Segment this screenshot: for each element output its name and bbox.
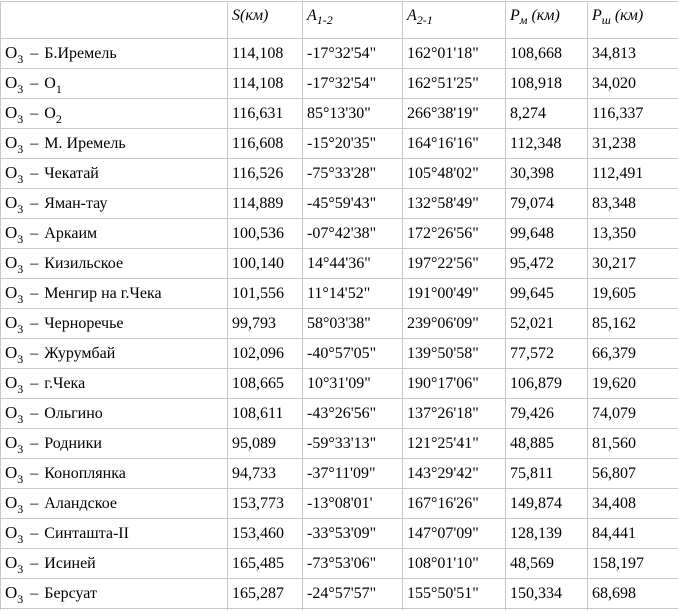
header-sub: ш (601, 13, 611, 27)
row-pair-name (1, 339, 228, 369)
table-body (1, 39, 678, 610)
cell-p-m: 95,472 (506, 249, 588, 279)
source-subscript: 3 (17, 172, 24, 186)
cell-p-m: 112,348 (506, 129, 588, 159)
cell-p-m: 48,569 (506, 549, 588, 579)
target-name: Чекатай (44, 165, 99, 182)
cell-distance: 114,108 (228, 69, 303, 99)
row-pair-name (1, 549, 228, 579)
cell-azimuth-1-2: -43°26'56" (303, 399, 403, 429)
target-name: Менгир на г.Чека (44, 285, 162, 302)
target-name: O (44, 105, 56, 122)
pair-dash: – (30, 585, 39, 602)
header-sub: 1-2 (316, 13, 333, 27)
cell-distance: 108,665 (228, 369, 303, 399)
row-pair-name (1, 189, 228, 219)
pair-dash: – (30, 495, 39, 512)
cell-p-sh: 66,379 (588, 339, 678, 369)
row-pair-name (1, 69, 228, 99)
source-letter: O (5, 493, 18, 512)
header-main: P (510, 7, 520, 24)
table-row (1, 279, 678, 309)
cell-azimuth-2-1: 162°01'18" (403, 39, 506, 69)
cell-distance: 101,556 (228, 279, 303, 309)
table-row (1, 39, 678, 69)
row-pair-name (1, 489, 228, 519)
cell-azimuth-1-2: -33°53'09" (303, 519, 403, 549)
row-pair-name (1, 249, 228, 279)
cell-azimuth-2-1: 167°16'26" (403, 489, 506, 519)
cell-p-m: 8,274 (506, 99, 588, 129)
source-point (5, 343, 24, 366)
cell-p-m: 99,645 (506, 279, 588, 309)
cell-distance: 108,611 (228, 399, 303, 429)
target-point (44, 165, 99, 182)
header-distance (228, 2, 303, 39)
cell-azimuth-2-1: 172°26'56" (403, 219, 506, 249)
pair-dash: – (30, 435, 39, 452)
pair-dash: – (30, 135, 39, 152)
pair-dash: – (30, 405, 39, 422)
target-point (44, 255, 123, 272)
cell-distance: 95,089 (228, 429, 303, 459)
cell-distance: 114,108 (228, 39, 303, 69)
source-letter: O (5, 463, 18, 482)
target-name: Аркаим (44, 225, 98, 242)
source-subscript: 3 (17, 442, 24, 456)
cell-p-sh: 84,441 (588, 519, 678, 549)
cell-p-sh: 56,807 (588, 459, 678, 489)
cell-p-m: 77,572 (506, 339, 588, 369)
target-point (44, 285, 161, 302)
source-point (5, 403, 24, 426)
cell-p-sh: 34,020 (588, 69, 678, 99)
target-point (44, 555, 95, 572)
header-sub: м (519, 13, 528, 27)
source-letter: O (5, 373, 18, 392)
cell-azimuth-1-2: -37°11'09" (303, 459, 403, 489)
source-point (5, 553, 24, 576)
table-row (1, 369, 678, 399)
cell-distance: 94,733 (228, 459, 303, 489)
source-point (5, 133, 24, 156)
target-point (44, 435, 102, 452)
source-point (5, 193, 24, 216)
pair-dash: – (30, 45, 39, 62)
source-letter: O (5, 313, 18, 332)
row-pair-name (1, 279, 228, 309)
cell-p-sh: 85,162 (588, 309, 678, 339)
cell-p-m: 149,874 (506, 489, 588, 519)
target-name: Родники (44, 435, 102, 452)
row-pair-name (1, 39, 228, 69)
cell-azimuth-1-2: -07°42'38" (303, 219, 403, 249)
cell-distance: 102,096 (228, 339, 303, 369)
target-point (44, 585, 97, 602)
source-letter: O (5, 523, 18, 542)
cell-p-m: 108,668 (506, 39, 588, 69)
source-letter: O (5, 343, 18, 362)
cell-p-sh: 13,350 (588, 219, 678, 249)
cell-p-sh: 31,238 (588, 129, 678, 159)
target-point (44, 315, 123, 332)
cell-distance: 165,485 (228, 549, 303, 579)
header-name (1, 2, 228, 39)
cell-p-sh: 116,337 (588, 99, 678, 129)
cell-azimuth-1-2: -45°59'43" (303, 189, 403, 219)
source-subscript: 3 (17, 472, 24, 486)
pair-dash: – (30, 555, 39, 572)
distance-azimuth-table (0, 1, 678, 610)
table-row (1, 519, 678, 549)
source-point (5, 493, 24, 516)
source-subscript: 3 (17, 82, 24, 96)
cell-distance: 100,536 (228, 219, 303, 249)
target-name: Исиней (44, 555, 96, 572)
cell-azimuth-2-1: 147°07'09" (403, 519, 506, 549)
cell-azimuth-2-1: 191°00'49" (403, 279, 506, 309)
pair-dash: – (30, 465, 39, 482)
target-name: Коноплянка (44, 465, 126, 482)
source-subscript: 3 (17, 232, 24, 246)
pair-dash: – (30, 255, 39, 272)
source-point (5, 463, 24, 486)
row-pair-name (1, 459, 228, 489)
cell-p-sh: 81,560 (588, 429, 678, 459)
source-subscript: 3 (17, 562, 24, 576)
cell-azimuth-1-2: 85°13'30" (303, 99, 403, 129)
cell-azimuth-1-2: -73°53'06" (303, 549, 403, 579)
target-name: Ольгино (44, 405, 103, 422)
row-pair-name (1, 429, 228, 459)
cell-azimuth-1-2: 10°31'09" (303, 369, 403, 399)
header-azimuth-2-1 (403, 2, 506, 39)
row-pair-name (1, 399, 228, 429)
cell-azimuth-2-1: 108°01'10" (403, 549, 506, 579)
source-letter: O (5, 133, 18, 152)
source-point (5, 283, 24, 306)
source-letter: O (5, 73, 18, 92)
row-pair-name (1, 159, 228, 189)
source-subscript: 3 (17, 382, 24, 396)
target-point (44, 225, 97, 242)
cell-azimuth-1-2: -24°57'57" (303, 579, 403, 609)
cell-azimuth-2-1: 162°51'25" (403, 69, 506, 99)
table-row (1, 339, 678, 369)
target-point (44, 465, 126, 482)
source-point (5, 433, 24, 456)
source-point (5, 373, 24, 396)
cell-azimuth-1-2: -17°32'54" (303, 39, 403, 69)
header-azimuth-1-2 (303, 2, 403, 39)
table-row (1, 159, 678, 189)
cell-p-sh: 74,079 (588, 399, 678, 429)
cell-azimuth-2-1: 190°17'06" (403, 369, 506, 399)
target-name: Б.Иремель (44, 45, 117, 62)
target-point (44, 135, 125, 152)
row-pair-name (1, 219, 228, 249)
source-subscript: 3 (17, 142, 24, 156)
source-letter: O (5, 253, 18, 272)
target-point (44, 195, 107, 212)
row-pair-name (1, 519, 228, 549)
cell-azimuth-1-2: -15°20'35" (303, 129, 403, 159)
pair-dash: – (30, 315, 39, 332)
table-row (1, 549, 678, 579)
cell-p-m: 106,879 (506, 369, 588, 399)
row-pair-name (1, 129, 228, 159)
pair-dash: – (30, 375, 39, 392)
source-point (5, 253, 24, 276)
cell-p-m: 150,334 (506, 579, 588, 609)
header-sub: 2-1 (416, 13, 433, 27)
source-subscript: 3 (17, 352, 24, 366)
target-name: O (44, 75, 56, 92)
pair-dash: – (30, 525, 39, 542)
cell-distance: 114,889 (228, 189, 303, 219)
header-suffix: (км) (527, 7, 560, 24)
header-suffix: (км) (240, 7, 269, 24)
source-letter: O (5, 163, 18, 182)
header-main: S (232, 7, 240, 24)
cell-p-sh: 19,620 (588, 369, 678, 399)
header-main: A (407, 7, 417, 24)
cell-p-sh: 68,698 (588, 579, 678, 609)
source-subscript: 3 (17, 532, 24, 546)
source-subscript: 3 (17, 262, 24, 276)
target-point (44, 375, 85, 392)
source-point (5, 43, 24, 66)
row-pair-name (1, 369, 228, 399)
cell-p-sh: 112,491 (588, 159, 678, 189)
source-subscript: 3 (17, 52, 24, 66)
target-point (44, 45, 116, 62)
cell-distance: 116,526 (228, 159, 303, 189)
cell-p-sh: 19,605 (588, 279, 678, 309)
source-letter: O (5, 193, 18, 212)
header-main: P (592, 7, 602, 24)
target-point (44, 495, 117, 512)
target-subscript: 2 (55, 112, 62, 126)
cell-azimuth-1-2: 11°14'52" (303, 279, 403, 309)
header-p-m (506, 2, 588, 39)
source-point (5, 523, 24, 546)
source-subscript: 3 (17, 112, 24, 126)
header-p-sh (588, 2, 678, 39)
target-name: Синташта-II (44, 525, 129, 542)
row-pair-name (1, 579, 228, 609)
table-row (1, 579, 678, 609)
source-point (5, 223, 24, 246)
source-point (5, 583, 24, 606)
cell-azimuth-1-2: -40°57'05" (303, 339, 403, 369)
target-name: Кизильское (44, 255, 124, 272)
target-name: Аландское (44, 495, 117, 512)
target-name: Черноречье (44, 315, 124, 332)
source-point (5, 313, 24, 336)
table-row (1, 189, 678, 219)
table-row (1, 69, 678, 99)
cell-azimuth-1-2: -13°08'01' (303, 489, 403, 519)
cell-p-m: 79,426 (506, 399, 588, 429)
source-letter: O (5, 103, 18, 122)
source-letter: O (5, 43, 18, 62)
source-subscript: 3 (17, 502, 24, 516)
target-name: г.Чека (44, 375, 86, 392)
source-letter: O (5, 583, 18, 602)
cell-distance: 153,773 (228, 489, 303, 519)
cell-distance: 99,793 (228, 309, 303, 339)
cell-distance: 165,287 (228, 579, 303, 609)
source-subscript: 3 (17, 592, 24, 606)
table-row (1, 399, 678, 429)
cell-p-m: 108,918 (506, 69, 588, 99)
cell-azimuth-1-2: -59°33'13" (303, 429, 403, 459)
cell-azimuth-2-1: 137°26'18" (403, 399, 506, 429)
cell-azimuth-2-1: 197°22'56" (403, 249, 506, 279)
target-point (44, 405, 103, 422)
source-point (5, 73, 24, 96)
cell-p-m: 75,811 (506, 459, 588, 489)
target-name: М. Иремель (44, 135, 126, 152)
source-point (5, 103, 24, 126)
table-row (1, 309, 678, 339)
source-point (5, 163, 24, 186)
target-name: Журумбай (44, 345, 116, 362)
pair-dash: – (30, 105, 39, 122)
cell-azimuth-2-1: 155°50'51" (403, 579, 506, 609)
cell-azimuth-2-1: 239°06'09" (403, 309, 506, 339)
source-letter: O (5, 433, 18, 452)
cell-azimuth-2-1: 132°58'49" (403, 189, 506, 219)
target-subscript: 1 (55, 82, 62, 96)
target-point (44, 345, 115, 362)
source-subscript: 3 (17, 412, 24, 426)
pair-dash: – (30, 345, 39, 362)
table-row (1, 459, 678, 489)
source-subscript: 3 (17, 202, 24, 216)
pair-dash: – (30, 285, 39, 302)
source-subscript: 3 (17, 292, 24, 306)
cell-p-sh: 83,348 (588, 189, 678, 219)
cell-distance: 116,631 (228, 99, 303, 129)
source-letter: O (5, 223, 18, 242)
target-name: Яман-тау (44, 195, 108, 212)
table-row (1, 249, 678, 279)
cell-p-m: 30,398 (506, 159, 588, 189)
target-name: Берсуат (44, 585, 97, 602)
cell-p-m: 128,139 (506, 519, 588, 549)
cell-p-sh: 30,217 (588, 249, 678, 279)
pair-dash: – (30, 195, 39, 212)
row-pair-name (1, 309, 228, 339)
target-point (44, 525, 129, 542)
header-row (1, 2, 678, 39)
cell-p-m: 48,885 (506, 429, 588, 459)
source-letter: O (5, 553, 18, 572)
cell-azimuth-1-2: 58°03'38" (303, 309, 403, 339)
table-row (1, 219, 678, 249)
cell-p-m: 99,648 (506, 219, 588, 249)
cell-azimuth-1-2: -17°32'54" (303, 69, 403, 99)
cell-p-sh: 158,197 (588, 549, 678, 579)
cell-azimuth-2-1: 139°50'58" (403, 339, 506, 369)
target-point (44, 105, 62, 126)
cell-azimuth-1-2: -75°33'28" (303, 159, 403, 189)
table-row (1, 129, 678, 159)
source-letter: O (5, 283, 18, 302)
target-point (44, 75, 62, 96)
source-letter: O (5, 403, 18, 422)
cell-azimuth-2-1: 143°29'42" (403, 459, 506, 489)
source-subscript: 3 (17, 322, 24, 336)
header-main: A (307, 7, 317, 24)
cell-distance: 100,140 (228, 249, 303, 279)
cell-p-sh: 34,813 (588, 39, 678, 69)
pair-dash: – (30, 225, 39, 242)
table-row (1, 99, 678, 129)
cell-p-sh: 34,408 (588, 489, 678, 519)
pair-dash: – (30, 165, 39, 182)
cell-azimuth-1-2: 14°44'36" (303, 249, 403, 279)
cell-azimuth-2-1: 266°38'19" (403, 99, 506, 129)
row-pair-name (1, 99, 228, 129)
pair-dash: – (30, 75, 39, 92)
table-row (1, 429, 678, 459)
table-row (1, 489, 678, 519)
cell-azimuth-2-1: 121°25'41" (403, 429, 506, 459)
cell-distance: 116,608 (228, 129, 303, 159)
header-suffix: (км) (610, 7, 644, 24)
cell-azimuth-2-1: 164°16'16" (403, 129, 506, 159)
cell-p-m: 52,021 (506, 309, 588, 339)
cell-azimuth-2-1: 105°48'02" (403, 159, 506, 189)
cell-distance: 153,460 (228, 519, 303, 549)
cell-p-m: 79,074 (506, 189, 588, 219)
